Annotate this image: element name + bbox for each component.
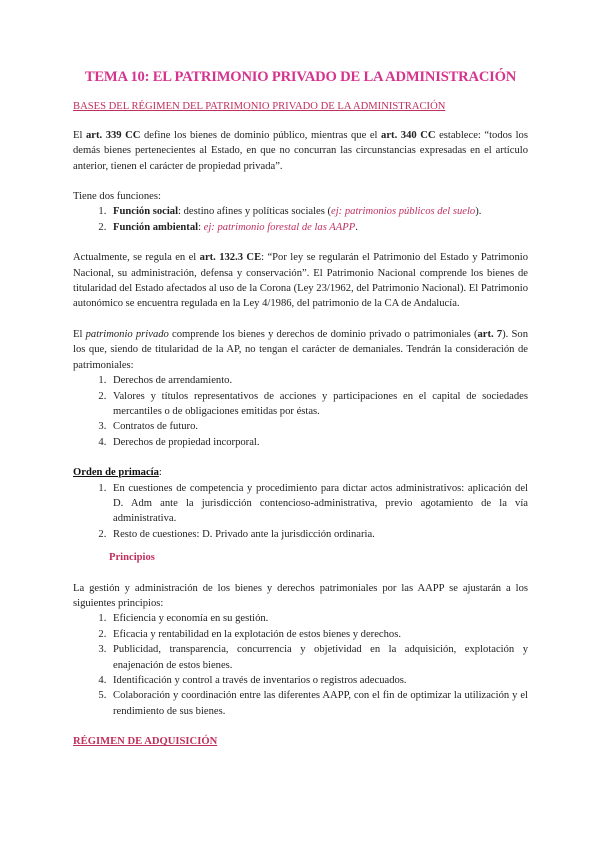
funciones-list — [73, 204, 528, 235]
list-item: 1. En cuestiones de competencia y procedimiento para dictar actos administrativos: aplicación del D. Adm ante la jurisdicción contencioso-administrativa, previo agotamiento de la vía administrativa. — [109, 481, 528, 527]
patrimoniales-list — [73, 373, 528, 450]
list-item: 2. Función ambiental: ej: patrimonio forestal de las AAPP. — [109, 220, 528, 235]
list-item: 2. Resto de cuestiones: D. Privado ante la jurisdicción ordinaria. — [109, 527, 528, 542]
list-item: 1. Derechos de arrendamiento. — [109, 373, 528, 388]
list-item: 3. Publicidad, transparencia, concurrencia y objetividad en la adquisición, explotación y enajenación de estos bienes. — [109, 642, 528, 673]
orden-heading-line: Orden de primacía: — [73, 467, 162, 479]
title-number: TEMA 10 — [84, 69, 145, 85]
paragraph-definition: El art. 339 CC define los bienes de dominio público, mientras que el art. 340 CC establece: “todos los demás bienes pertenecientes al Estado, en que no concurran las circunstancias expresadas en el artículo anterior, tienen el carácter de propiedad privada”. — [73, 129, 528, 172]
orden-list — [73, 481, 528, 543]
title-text: : EL PATRIMONIO PRIVADO DE LA ADMINISTRACIÓN — [144, 69, 517, 85]
list-item: 4. Derechos de propiedad incorporal. — [109, 435, 528, 450]
list-item: 5. Colaboración y coordinación entre las diferentes AAPP, con el fin de optimizar la utilización y el rendimiento de sus bienes. — [109, 688, 528, 719]
orden-heading: Orden de primacía — [73, 467, 159, 479]
list-item: 4. Identificación y control a través de inventarios o registros adecuados. — [109, 673, 528, 688]
funciones-intro: Tiene dos funciones: — [73, 191, 161, 203]
page-title — [73, 70, 528, 85]
list-item: 2. Valores y títulos representativos de acciones y participaciones en el capital de sociedades mercantiles o de obligaciones emitidas por éstas. — [109, 389, 528, 420]
principios-intro: La gestión y administración de los bienes y derechos patrimoniales por las AAPP se ajustarán a los siguientes principios: — [73, 582, 528, 609]
paragraph-patrimonio-privado: El patrimonio privado comprende los bienes y derechos de dominio privado o patrimoniales (art. 7). Son los que, siendo de titularidad de la AP, no tengan el carácter de demaniales. Tendrán la consideración de patrimoniales: — [73, 328, 528, 371]
principios-heading: Principios — [109, 552, 155, 564]
section-heading-adquisicion: RÉGIMEN DE ADQUISICIÓN — [73, 736, 218, 748]
list-item: 2. Eficacia y rentabilidad en la explotación de estos bienes y derechos. — [109, 627, 528, 642]
principios-list — [73, 611, 528, 719]
list-item: 1. Eficiencia y economía en su gestión. — [109, 611, 528, 626]
section-heading-bases: BASES DEL RÉGIMEN DEL PATRIMONIO PRIVADO DE LA ADMINISTRACIÓN — [73, 101, 446, 113]
paragraph-regulation: Actualmente, se regula en el art. 132.3 CE: “Por ley se regularán el Patrimonio del Estado y Patrimonio Nacional, su administración, defensa y conservación”. El Patrimonio Nacional comprende los bienes de titularidad del Estado afectados al uso de la Corona (Ley 23/1962, del Patrimonio Nacional). El Patrimonio autonómico se encuentra regulada en la Ley 4/1986, del patrimonio de la CA de Andalucía. — [73, 252, 528, 310]
list-item: 3. Contratos de futuro. — [109, 419, 528, 434]
list-item: 1. Función social: destino afines y políticas sociales (ej: patrimonios públicos del suelo). — [109, 204, 528, 219]
